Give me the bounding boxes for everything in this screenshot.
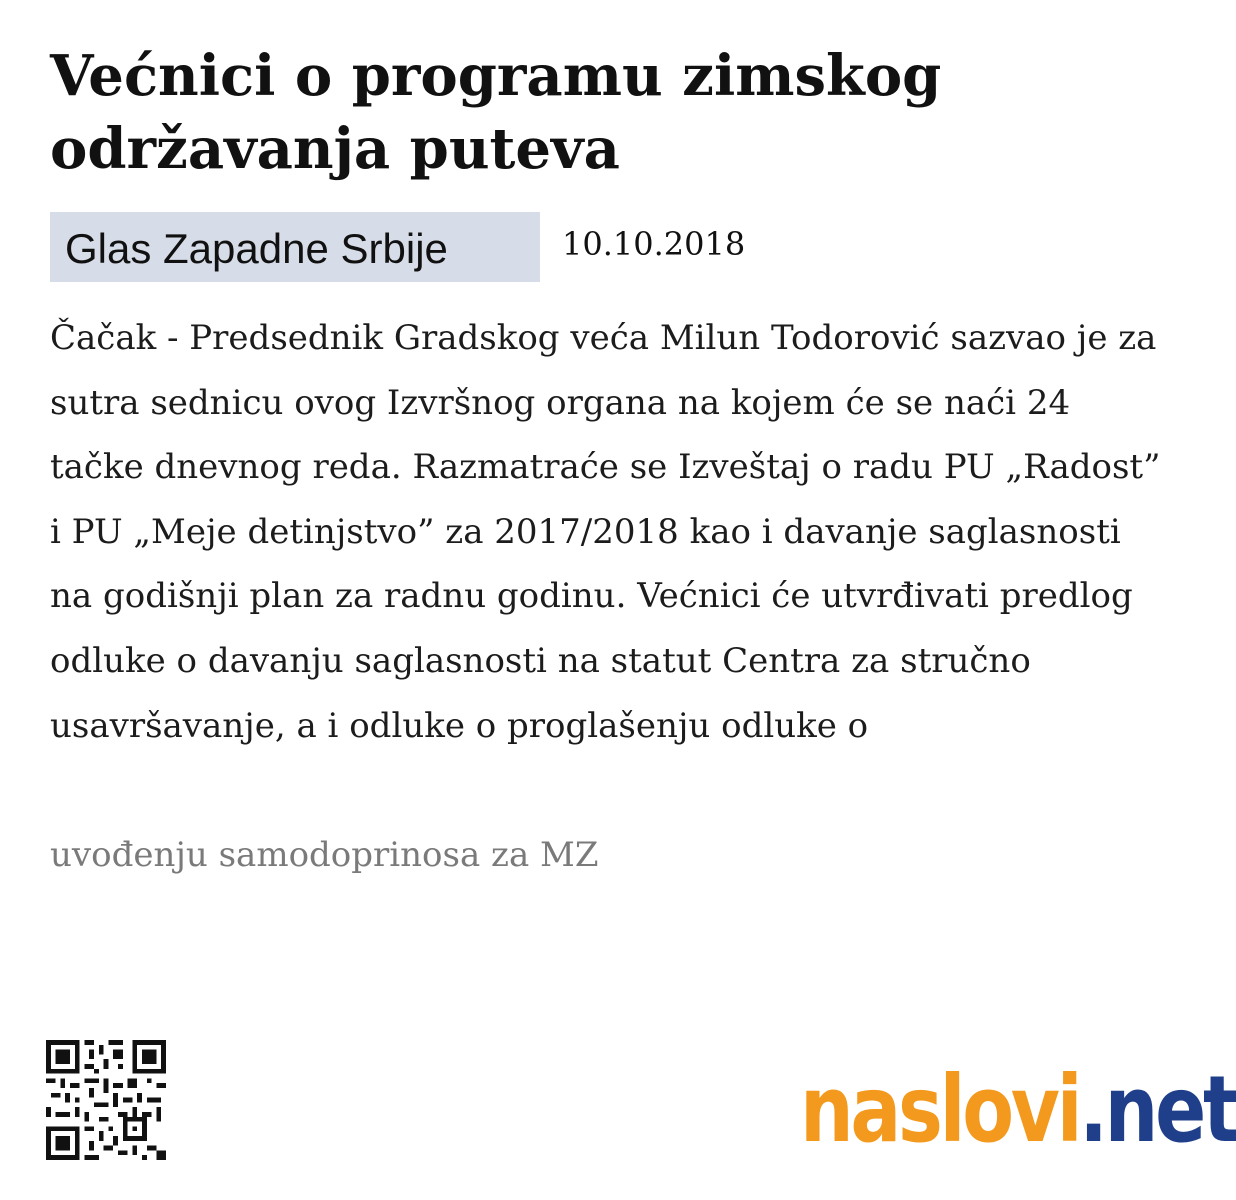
article-title: Većnici o programu zimskog održavanja puteva xyxy=(50,43,942,182)
logo-main-text: naslovi xyxy=(800,1056,1080,1163)
source-badge[interactable]: Glas Zapadne Srbije xyxy=(50,212,540,282)
article-body-faded: uvođenju samodoprinosa za MZ xyxy=(50,835,599,875)
qr-code-icon xyxy=(46,1038,166,1162)
article-body: Čačak - Predsednik Gradskog veća Milun Todorović sazvao je za sutra sednicu ovog Izvršnog organa na kojem će se naći 24 tačke dnevnog reda. Razmatraće se Izveštaj o radu PU „Radost” i PU „Meje detinjstvo” za 2017/2018 kao i davanje saglasnosti na godišnji plan za radnu godinu. Većnici će utvrđivati predlog odluke o davanju saglasnosti na statut Centra za stručno usavršavanje, a i odluke o proglašenju odluke o xyxy=(50,318,1161,746)
logo-tld-text: .net xyxy=(1079,1056,1236,1163)
naslovi-logo[interactable] xyxy=(800,1050,1236,1170)
publish-date: 10.10.2018 xyxy=(562,225,746,263)
